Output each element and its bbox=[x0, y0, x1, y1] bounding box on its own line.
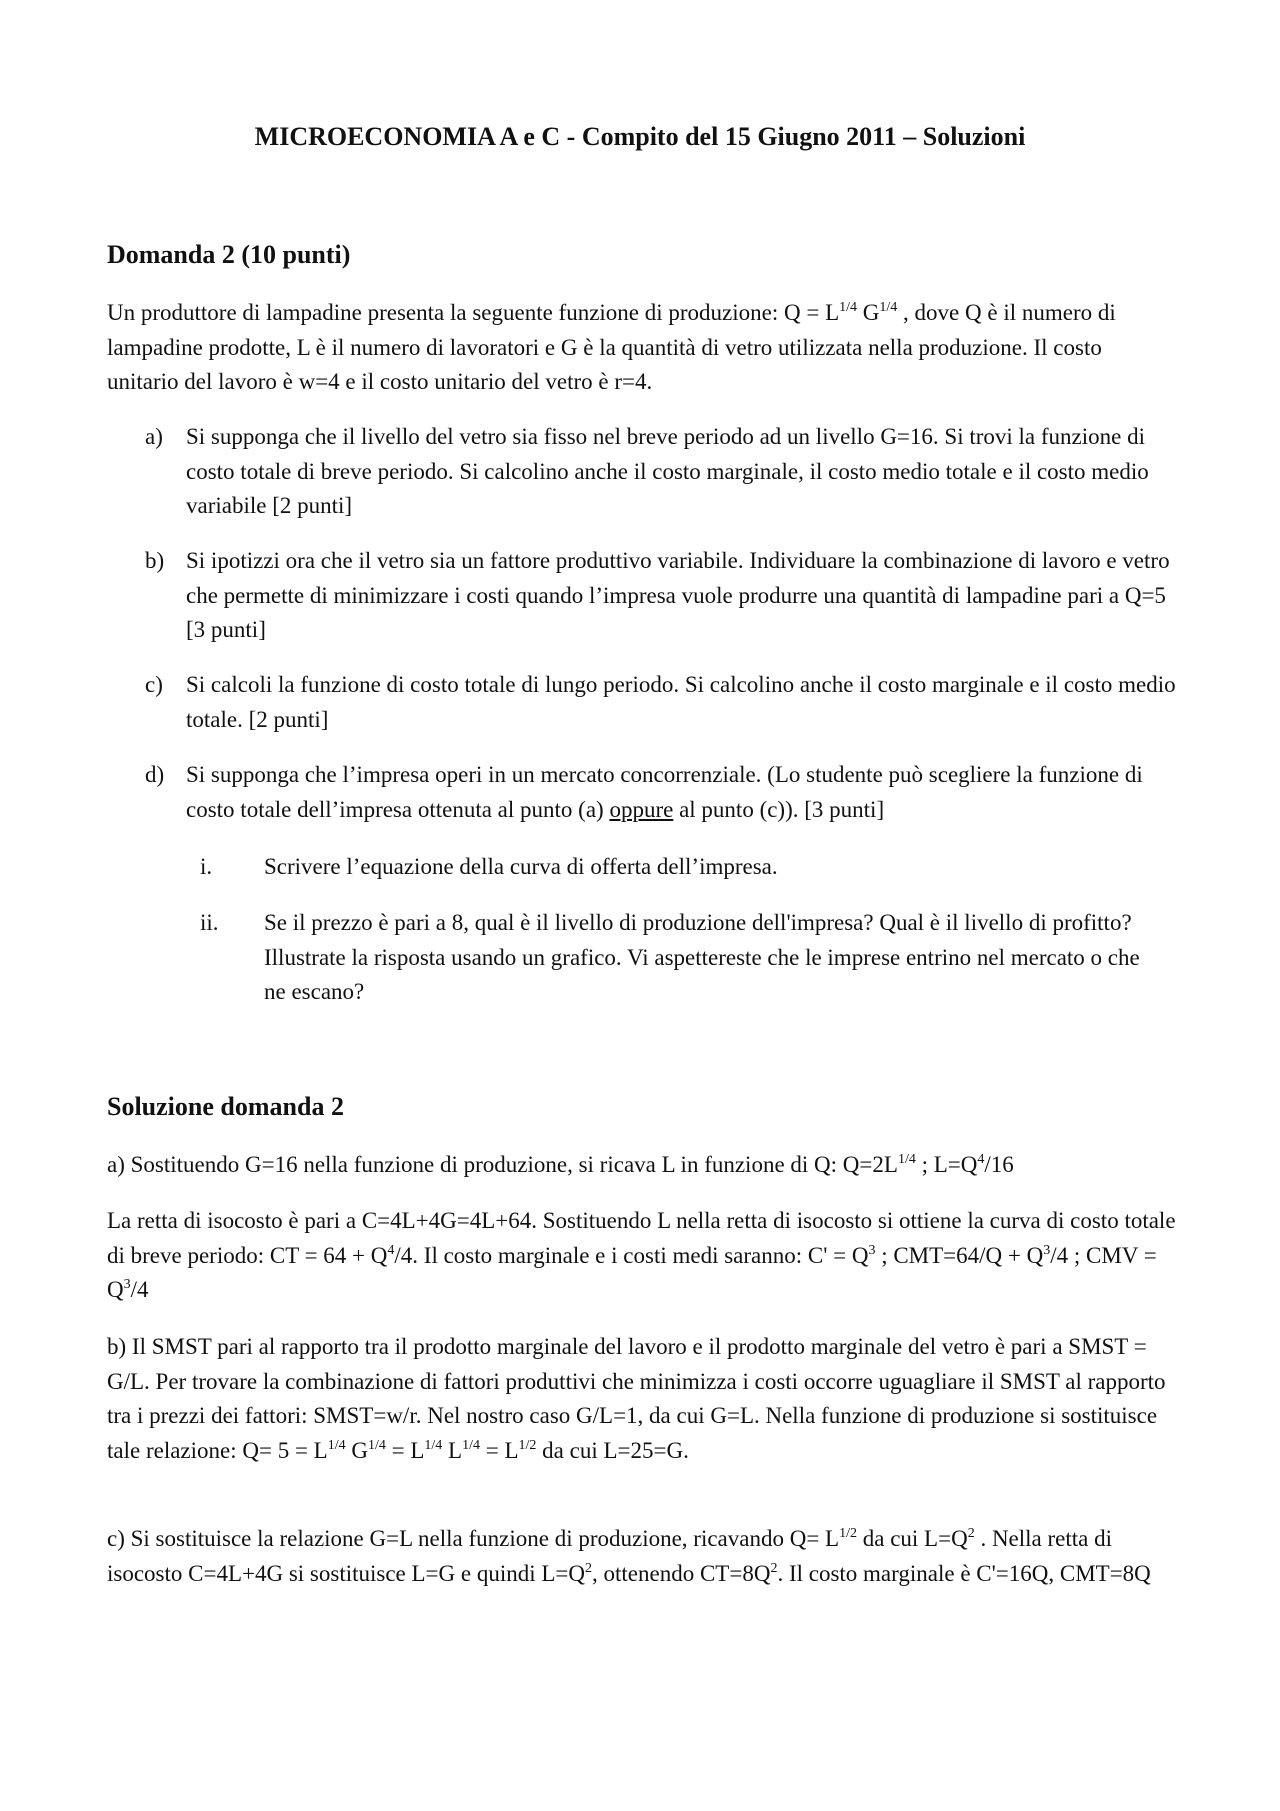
item-marker: b) bbox=[145, 548, 165, 573]
question-item-c bbox=[145, 668, 1180, 737]
item-marker: a) bbox=[145, 424, 163, 449]
item-marker: c) bbox=[145, 672, 163, 697]
solution-b: b) Il SMST pari al rapporto tra il prodotto marginale del lavoro e il prodotto marginale del vetro è pari a SMST = G/L. Per trovare la combinazione di fattori produttivi che minimizza i costi occorre uguagliare il SMST al rapporto tra i prezzi dei fattori: SMST=w/r. Nel nostro caso G/L=1, da cui G=L. Nella funzione di produzione si sostituisce tale relazione: $Q= 5 = L^{1/4}$ $G^{1/4} = L^{1/4}$ $L^{1/4} = L^{1/2}$ da cui L=25=G. bbox=[107, 1334, 1166, 1463]
question-subitem-ii bbox=[200, 906, 1160, 1010]
item-text: Si ipotizzi ora che il vetro sia un fattore produttivo variabile. Individuare la combinazione di lavoro e vetro che permette di minimizzare i costi quando l’impresa vuole produrre una quantità di lampadine pari a Q=5 [3 punti] bbox=[186, 548, 1170, 642]
solution-c: c) Si sostituisce la relazione G=L nella funzione di produzione, ricavando $Q= L^{1/2}$ da cui $L=Q^2$ . Nella retta di isocosto C=4L+4G si sostituisce L=G e quindi $L=Q^2$, ottenendo $CT=8Q^2$. Il costo marginale è C'=16Q, CMT=8Q bbox=[107, 1526, 1151, 1586]
question-subitem-i bbox=[200, 850, 1160, 885]
question-intro: Un produttore di lampadine presenta la seguente funzione di produzione: $Q = L^{1/4}$ $G^{1/4}$ , dove Q è il numero di lampadine prodotte, L è il numero di lavoratori e G è la quantità di vetro utilizzata nella produzione. Il costo unitario del lavoro è w=4 e il costo unitario del vetro è r=4. bbox=[107, 300, 1116, 394]
subitem-marker: i. bbox=[200, 854, 213, 879]
item-text: Si supponga che il livello del vetro sia fisso nel breve periodo ad un livello G=16. Si trovi la funzione di costo totale di breve periodo. Si calcolino anche il costo marginale, il costo medio totale e il costo medio variabile [2 punti] bbox=[186, 424, 1149, 518]
question-item-a bbox=[145, 420, 1180, 524]
item-text: Si calcoli la funzione di costo totale di lungo periodo. Si calcolino anche il costo marginale e il costo medio totale. [2 punti] bbox=[186, 672, 1176, 732]
solution-a: a) Sostituendo G=16 nella funzione di produzione, si ricava L in funzione di Q: $Q=2L^{1/4}$ ; $L=Q^4/16$ bbox=[107, 1152, 1014, 1177]
item-text: Si supponga che l’impresa operi in un mercato concorrenziale. (Lo studente può scegliere la funzione di costo totale dell’impresa ottenuta al punto (a) oppure al punto (c)). [3 punti] bbox=[186, 762, 1143, 822]
question-item-d bbox=[145, 758, 1180, 827]
question-heading: Domanda 2 (10 punti) bbox=[107, 240, 351, 269]
underlined-word: oppure bbox=[609, 796, 674, 822]
subitem-text: Scrivere l’equazione della curva di offerta dell’impresa. bbox=[264, 854, 778, 879]
subitem-marker: ii. bbox=[200, 910, 219, 935]
solution-heading: Soluzione domanda 2 bbox=[107, 1092, 344, 1121]
document-title: MICROECONOMIA A e C - Compito del 15 Giugno 2011 – Soluzioni bbox=[254, 122, 1026, 151]
item-marker: d) bbox=[145, 762, 165, 787]
subitem-text: Se il prezzo è pari a 8, qual è il livello di produzione dell'impresa? Qual è il livello di profitto? Illustrate la risposta usando un grafico. Vi aspettereste che le imprese entrino nel mercato o che ne escano? bbox=[264, 910, 1140, 1004]
solution-isocost: La retta di isocosto è pari a C=4L+4G=4L+64. Sostituendo L nella retta di isocosto si ottiene la curva di costo totale di breve periodo: CT = $64 + Q^4/4$. Il costo marginale e i costi medi saranno: $C' = Q^3$ ; $CMT=64/Q + Q^3/4$ ; CMV = $Q^3/4$ bbox=[107, 1208, 1176, 1302]
question-item-b bbox=[145, 544, 1180, 648]
